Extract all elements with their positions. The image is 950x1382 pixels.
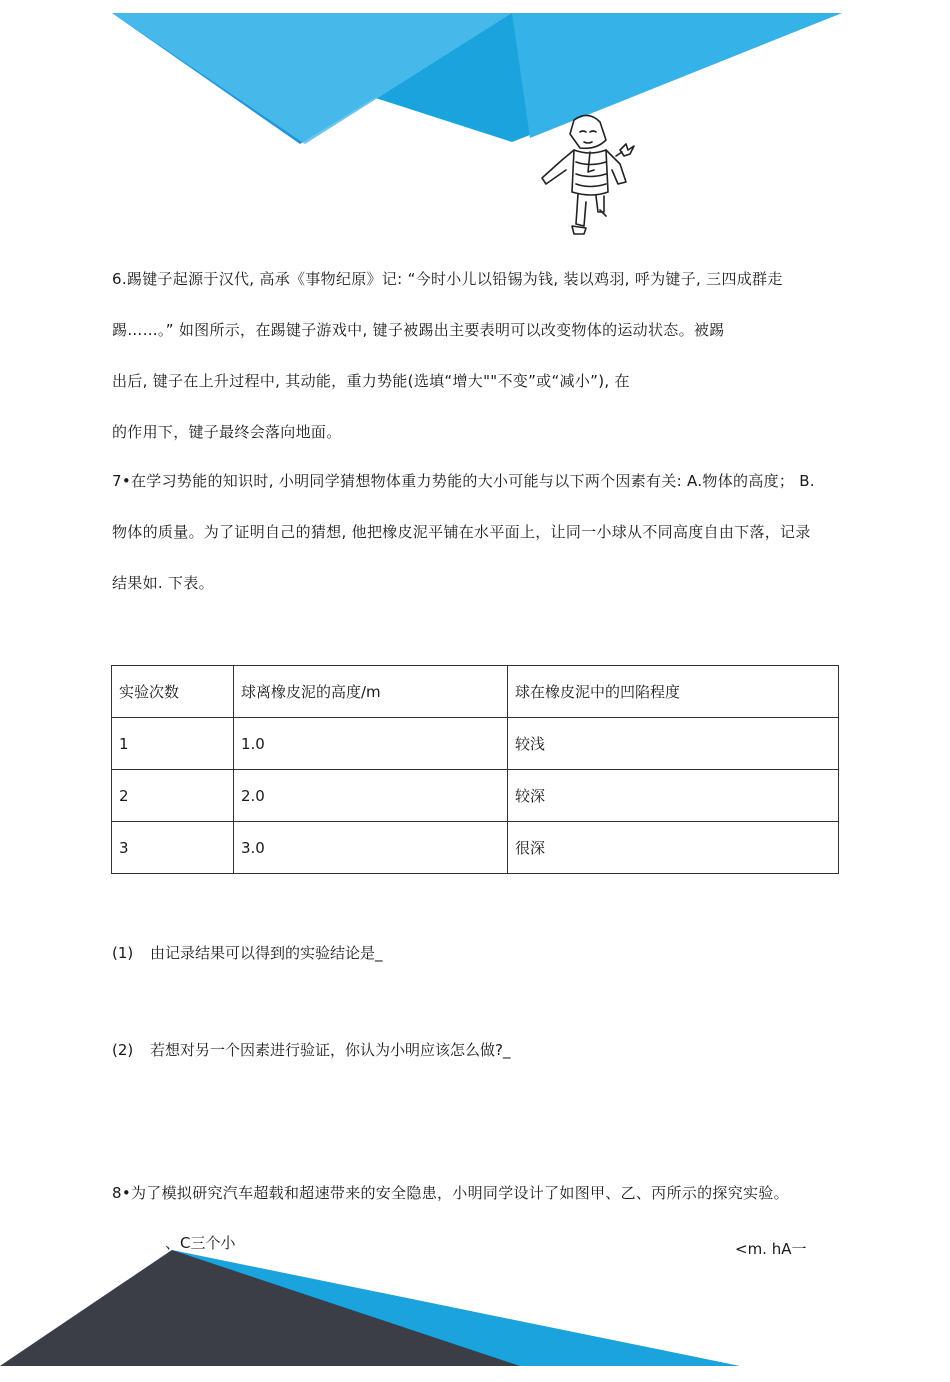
sub-question-2 <box>112 1039 510 1060</box>
table-cell: 较浅 <box>508 718 839 770</box>
sub-question-number: (1) <box>112 944 134 962</box>
table-header-cell: 球在橡皮泥中的凹陷程度 <box>508 666 839 718</box>
table-cell: 很深 <box>508 822 839 874</box>
question-8 <box>112 1168 852 1219</box>
table-row <box>112 770 839 822</box>
bottom-banner-decoration <box>0 1230 950 1382</box>
experiment-table <box>111 665 839 874</box>
table-header-row <box>112 666 839 718</box>
q7-line-3: 结果如. 下表。 <box>112 574 214 592</box>
table-cell: 3.0 <box>234 822 508 874</box>
q6-line-4: 的作用下，键子最终会落向地面。 <box>112 423 342 441</box>
q8-line-1: 8•为了模拟研究汽车超载和超速带来的安全隐患，小明同学设计了如图甲、乙、丙所示的探究实验。 <box>112 1184 789 1202</box>
q6-line-1: 6.踢键子起源于汉代, 高承《事物纪原》记: “今时小儿以铅锡为钱, 装以鸡羽, 呼为键子, 三四成群走 <box>112 270 783 288</box>
q6-line-3: 出后, 键子在上升过程中, 其动能，重力势能(选填“增大""不变”或“减小”), 在 <box>112 372 630 390</box>
table-header-cell: 球离橡皮泥的高度/m <box>234 666 508 718</box>
sub-question-number: (2) <box>112 1041 134 1059</box>
table-cell: 1 <box>112 718 234 770</box>
table-row <box>112 822 839 874</box>
top-banner-decoration <box>0 0 950 160</box>
q7-line-1: 7•在学习势能的知识时, 小明同学猜想物体重力势能的大小可能与以下两个因素有关: A.物体的高度； B. <box>112 472 815 490</box>
q7-line-2: 物体的质量。为了证明自己的猜想, 他把橡皮泥平铺在水平面上，让同一小球从不同高度自由下落，记录 <box>112 523 811 541</box>
sub-question-text: 由记录结果可以得到的实验结论是_ <box>150 944 383 962</box>
sub-question-1 <box>112 942 383 963</box>
child-kicking-shuttlecock-illustration <box>536 112 636 244</box>
q6-line-2: 踢……。” 如图所示，在踢键子游戏中, 键子被踢出主要表明可以改变物体的运动状态。被踢 <box>112 321 725 339</box>
table-cell: 2.0 <box>234 770 508 822</box>
table-cell: 较深 <box>508 770 839 822</box>
table-header-cell: 实验次数 <box>112 666 234 718</box>
q8-fragment-right: <m. hA一 <box>735 1240 807 1258</box>
table-cell: 1.0 <box>234 718 508 770</box>
table-cell: 2 <box>112 770 234 822</box>
table-row <box>112 718 839 770</box>
table-cell: 3 <box>112 822 234 874</box>
question-7 <box>112 456 852 609</box>
sub-question-text: 若想对另一个因素进行验证，你认为小明应该怎么做?_ <box>150 1041 511 1059</box>
q8-fragment-left: 、C三个小 <box>165 1234 236 1252</box>
question-6 <box>112 254 852 458</box>
